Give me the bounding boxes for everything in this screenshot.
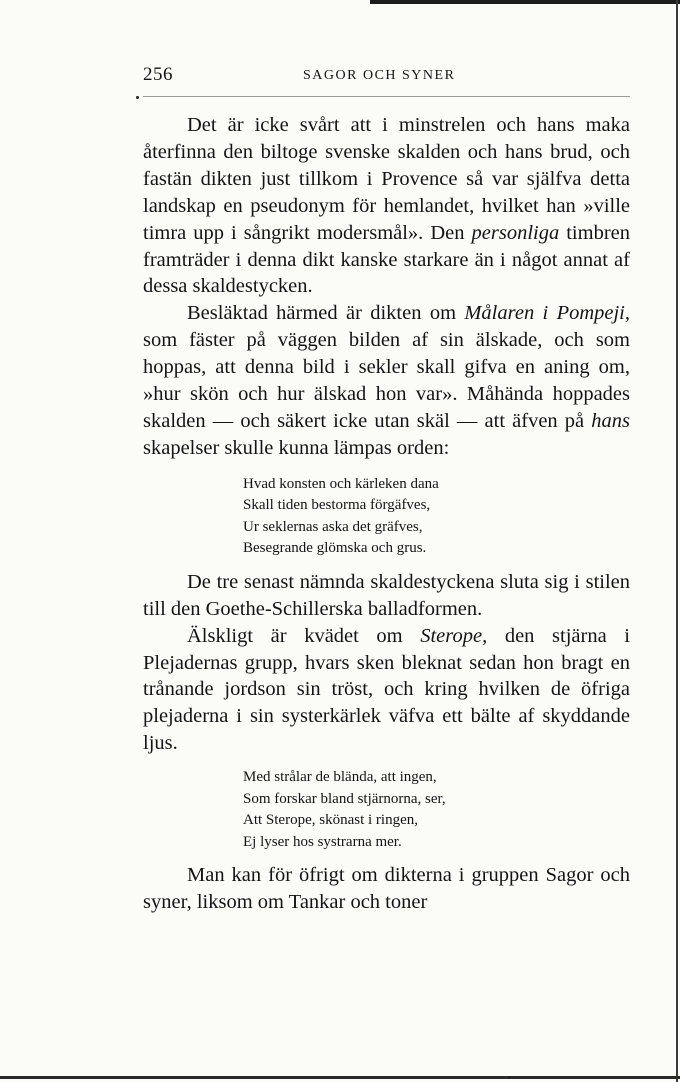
scan-speck bbox=[136, 96, 139, 99]
poem-quote-2 bbox=[143, 767, 630, 853]
poem-line: Med strålar de blända, att ingen, bbox=[243, 769, 437, 786]
paragraph-2-mid: som fäster på väggen bilden af sin älskade, och som hoppas, att denna bild i sekler skall gifva en aning om, »hur skön och hur älskad hon var». Måhända hoppades skalden — och säkert icke utan skäl — att äfven på bbox=[143, 329, 630, 432]
paragraph-2-italic: Målaren i Pompeji, bbox=[464, 302, 631, 325]
poem-line: Hvad konsten och kärleken dana bbox=[243, 475, 439, 492]
paragraph-4 bbox=[143, 623, 630, 758]
scan-top-edge bbox=[370, 0, 680, 4]
paragraph-1-text: Det är icke svårt att i minstrelen och hans maka återfinna den biltoge svenske skalden och hans brud, och fastän dikten just tillkom i Provence så var själfva detta landskap en pseudonym för hemlandet, hvilket han »ville timra upp i sångrikt modersmål». Den bbox=[143, 114, 630, 244]
poem-line: Besegrande glömska och grus. bbox=[243, 540, 427, 557]
paragraph-5: Man kan för öfrigt om dikterna i gruppen Sagor och syner, liksom om Tankar och toner bbox=[143, 864, 630, 914]
header-rule bbox=[143, 96, 630, 97]
paragraph-4-end: den stjärna i Plejadernas grupp, hvars sken bleknat sedan hon bragt en trånande jordson sin tröst, och kring hvilken de öfriga plejaderna i sin systerkärlek väfva ett bälte af skyddande ljus. bbox=[143, 624, 630, 755]
poem-quote-1 bbox=[143, 474, 630, 560]
paragraph-2-start: Besläktad härmed är dikten om bbox=[187, 302, 465, 325]
paragraph-1-end: timbren framträder i denna dikt kanske starkare än i något annat af dessa skaldestycken. bbox=[143, 221, 631, 298]
paragraph-2-italic-2: hans bbox=[591, 409, 630, 432]
poem-line: Ur seklernas aska det gräfves, bbox=[243, 518, 423, 535]
paragraph-1 bbox=[143, 112, 630, 300]
poem-line: Skall tiden bestorma förgäfves, bbox=[243, 497, 431, 514]
paragraph-3: De tre senast nämnda skaldestyckena sluta sig i stilen till den Goethe-Schillerska balladformen. bbox=[143, 570, 630, 620]
paragraph-2 bbox=[143, 300, 630, 461]
running-title: SAGOR OCH SYNER bbox=[303, 68, 456, 83]
poem-line: Ej lyser hos systrarna mer. bbox=[243, 833, 402, 850]
scan-right-edge bbox=[676, 0, 678, 1082]
paragraph-4-italic: Sterope, bbox=[420, 624, 488, 647]
poem-line: Som forskar bland stjärnorna, ser, bbox=[243, 790, 446, 807]
paragraph-1-italic: personliga bbox=[471, 221, 560, 244]
paragraph-2-end: skapelser skulle kunna lämpas orden: bbox=[143, 436, 450, 459]
scan-speck bbox=[508, 1076, 511, 1079]
body-text bbox=[143, 112, 630, 916]
scan-bottom-edge bbox=[0, 1076, 680, 1079]
paragraph-4-start: Älskligt är kvädet om bbox=[187, 624, 421, 647]
page-number: 256 bbox=[143, 64, 173, 85]
running-head bbox=[143, 64, 630, 92]
poem-line: Att Sterope, skönast i ringen, bbox=[243, 812, 418, 829]
